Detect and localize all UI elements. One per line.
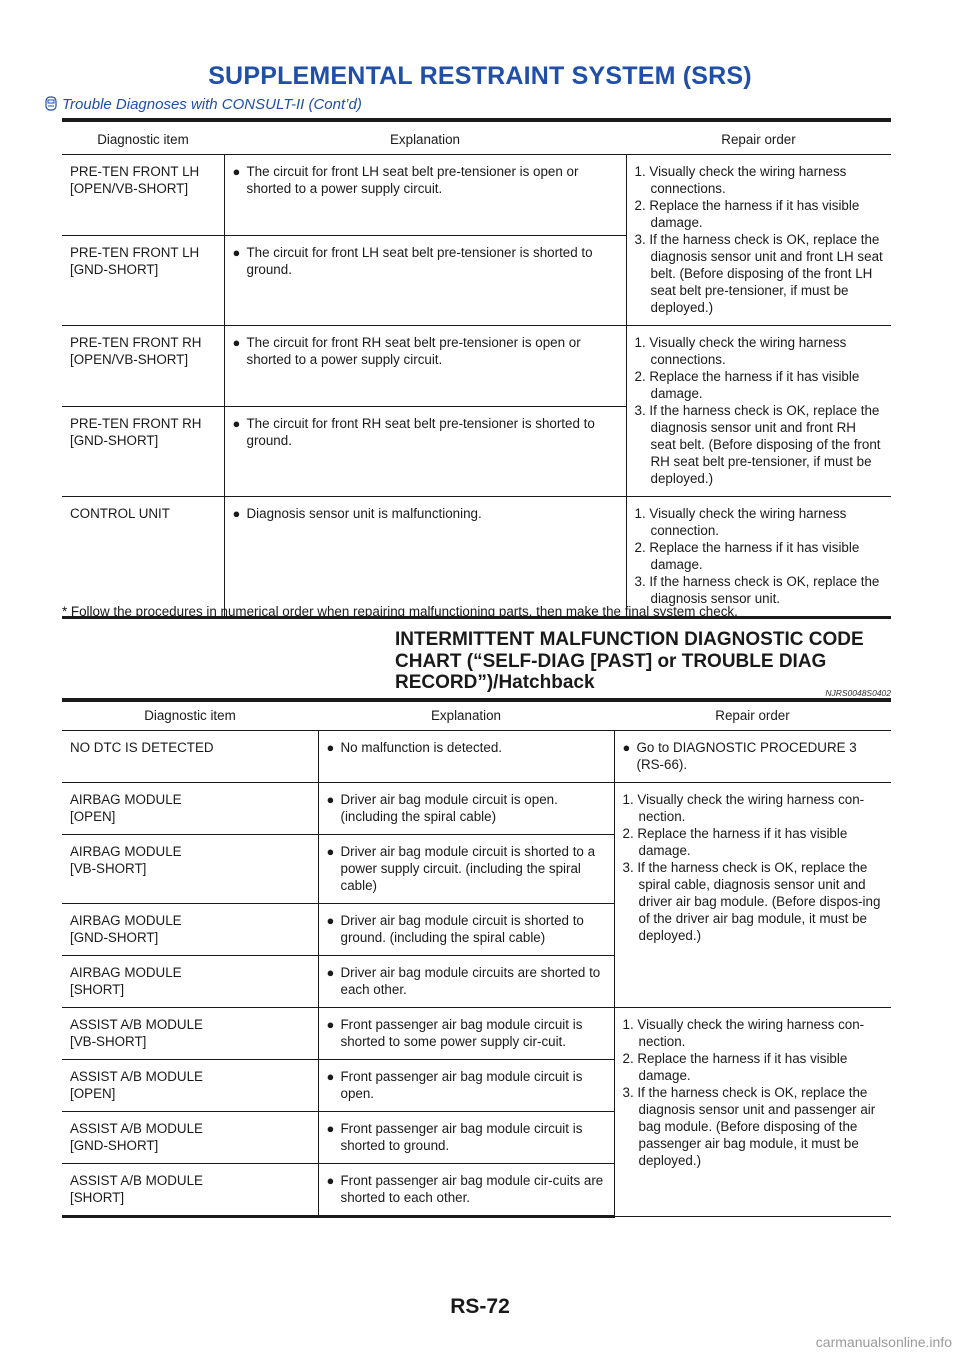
diagnostic-item: PRE-TEN FRONT RH [OPEN/VB-SHORT]	[62, 326, 224, 407]
bullet-icon: ●	[232, 164, 241, 179]
bullet-icon: ●	[326, 792, 335, 807]
page-number: RS-72	[450, 1295, 510, 1318]
table-row	[62, 783, 891, 835]
explanation: ● Diagnosis sensor unit is malfunctioning.	[224, 497, 626, 618]
bullet-icon: ●	[326, 965, 335, 980]
diagnostic-item: AIRBAG MODULE [SHORT]	[62, 956, 318, 1008]
column-header: Explanation	[318, 703, 614, 731]
repair-order: 1. Visually check the wiring harness connection. 2. Replace the harness if it has visible damage. 3. If the harness check is OK, replace the diagnosis sensor unit.	[626, 497, 891, 618]
page-title: SUPPLEMENTAL RESTRAINT SYSTEM (SRS)	[208, 62, 752, 90]
column-header: Diagnostic item	[62, 127, 224, 155]
table-row	[62, 326, 891, 407]
column-header: Explanation	[224, 127, 626, 155]
explanation: ● Driver air bag module circuit is open. (including the spiral cable)	[318, 783, 614, 835]
diagnostic-item: AIRBAG MODULE [VB-SHORT]	[62, 835, 318, 904]
explanation: ● Driver air bag module circuit is shorted to ground. (including the spiral cable)	[318, 904, 614, 956]
bullet-icon: ●	[326, 1017, 335, 1032]
column-header: Diagnostic item	[62, 703, 318, 731]
table-row	[62, 155, 891, 236]
table-header-row	[62, 127, 891, 155]
bullet-icon: ●	[232, 335, 241, 350]
repair-order: 1. Visually check the wiring harness connections. 2. Replace the harness if it has visible damage. 3. If the harness check is OK, replace the diagnosis sensor unit and front RH seat belt. (Before disposing of the front RH seat belt pre-tensioner, if must be deployed.)	[626, 326, 891, 497]
footnote: * Follow the procedures in numerical order when repairing malfunctioning parts, then make the final system check.	[62, 604, 738, 619]
explanation: ● The circuit for front RH seat belt pre-tensioner is shorted to ground.	[224, 407, 626, 497]
bullet-icon: ●	[232, 245, 241, 261]
explanation: ● Front passenger air bag module circuit is shorted to ground.	[318, 1112, 614, 1164]
bullet-icon: ●	[232, 506, 241, 521]
section-rule	[62, 698, 891, 702]
table-row	[62, 1008, 891, 1060]
bullet-icon: ●	[326, 1121, 335, 1136]
repair-order: 1. Visually check the wiring harness connections. 2. Replace the harness if it has visible damage. 3. If the harness check is OK, replace the diagnosis sensor unit and front LH seat belt. (Before disposing of the front LH seat belt pre-tensioner, if must be deployed.)	[626, 155, 891, 326]
repair-order: 1. Visually check the wiring harness con-nection. 2. Replace the harness if it has visible damage. 3. If the harness check is OK, replace the spiral cable, diagnosis sensor unit and driver air bag module. (Before dispos-ing of the driver air bag module, it must be deployed.)	[614, 783, 891, 1008]
bullet-icon: ●	[326, 913, 335, 928]
table-row	[62, 731, 891, 783]
explanation: ● The circuit for front RH seat belt pre-tensioner is open or shorted to a power supply circuit.	[224, 326, 626, 407]
repair-order: 1. Visually check the wiring harness con-nection. 2. Replace the harness if it has visible damage. 3. If the harness check is OK, replace the diagnosis sensor unit and passenger air bag module. (Before disposing of the passenger air bag module, it must be deployed.)	[614, 1008, 891, 1217]
explanation: ● The circuit for front LH seat belt pre-tensioner is shorted to ground.	[224, 236, 626, 326]
bullet-icon: ●	[326, 1069, 335, 1084]
diagnostic-item: ASSIST A/B MODULE [VB-SHORT]	[62, 1008, 318, 1060]
bullet-icon: ●	[622, 740, 631, 755]
diagnostic-item: AIRBAG MODULE [GND-SHORT]	[62, 904, 318, 956]
vehicle-icon	[44, 96, 58, 112]
diagnostic-item: AIRBAG MODULE [OPEN]	[62, 783, 318, 835]
diagnostic-item: CONTROL UNIT	[62, 497, 224, 618]
explanation: ● Front passenger air bag module cir-cuits are shorted to each other.	[318, 1164, 614, 1217]
table-header-row	[62, 703, 891, 731]
table-row	[62, 497, 891, 618]
column-header: Repair order	[614, 703, 891, 731]
diagnostic-item: PRE-TEN FRONT RH [GND-SHORT]	[62, 407, 224, 497]
header-rule	[62, 118, 891, 122]
diagnostic-item: PRE-TEN FRONT LH [OPEN/VB-SHORT]	[62, 155, 224, 236]
section-heading: INTERMITTENT MALFUNCTION DIAGNOSTIC CODE CHART (“SELF-DIAG [PAST] or TROUBLE DIAG RECORD”)/Hatchback	[395, 629, 864, 693]
explanation: ● No malfunction is detected.	[318, 731, 614, 783]
explanation: ● Front passenger air bag module circuit is shorted to some power supply cir-cuit.	[318, 1008, 614, 1060]
repair-order: ● Go to DIAGNOSTIC PROCEDURE 3 (RS-66).	[614, 731, 891, 783]
diagnostic-table-1	[62, 127, 891, 619]
bullet-icon: ●	[326, 740, 335, 755]
explanation: ● The circuit for front LH seat belt pre-tensioner is open or shorted to a power supply circuit.	[224, 155, 626, 236]
section-subtitle: Trouble Diagnoses with CONSULT-II (Cont’d)	[62, 96, 362, 113]
diagnostic-item: ASSIST A/B MODULE [GND-SHORT]	[62, 1112, 318, 1164]
diagnostic-item: NO DTC IS DETECTED	[62, 731, 318, 783]
diagnostic-item: PRE-TEN FRONT LH [GND-SHORT]	[62, 236, 224, 326]
watermark: carmanualsonline.info	[815, 1334, 952, 1350]
explanation: ● Driver air bag module circuits are shorted to each other.	[318, 956, 614, 1008]
diagnostic-table-2	[62, 703, 891, 1218]
bullet-icon: ●	[326, 1173, 335, 1188]
explanation: ● Driver air bag module circuit is shorted to a power supply circuit. (including the spiral cable)	[318, 835, 614, 904]
diagnostic-item: ASSIST A/B MODULE [OPEN]	[62, 1060, 318, 1112]
explanation: ● Front passenger air bag module circuit is open.	[318, 1060, 614, 1112]
reference-code: NJRS0048S0402	[825, 688, 891, 698]
bullet-icon: ●	[326, 844, 335, 859]
diagnostic-item: ASSIST A/B MODULE [SHORT]	[62, 1164, 318, 1217]
bullet-icon: ●	[232, 416, 241, 432]
column-header: Repair order	[626, 127, 891, 155]
